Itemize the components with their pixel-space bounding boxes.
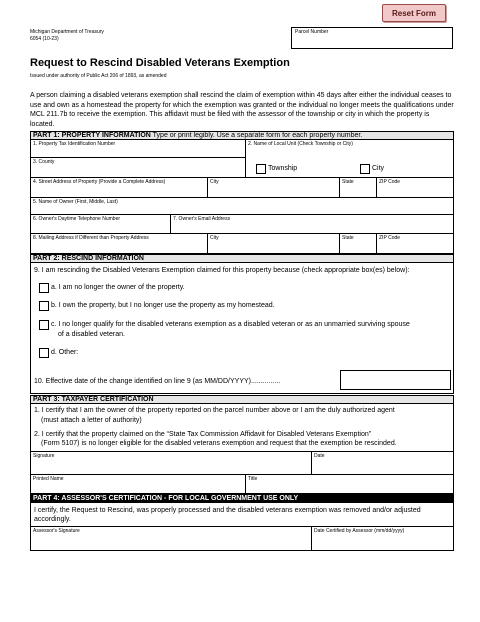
form-title: Request to Rescind Disabled Veterans Exemption	[30, 57, 290, 69]
assessor-signature-field[interactable]: Assessor's Signature	[31, 526, 312, 550]
part3-header	[30, 395, 454, 404]
option-9c-line2: of a disabled veteran.	[58, 331, 125, 338]
field-mailing-zip[interactable]: ZIP Code	[377, 234, 453, 254]
part3-title: PART 3: TAXPAYER CERTIFICATION	[33, 396, 154, 403]
checkbox-9d[interactable]	[39, 348, 49, 358]
checkbox-9c[interactable]	[39, 320, 49, 330]
signature-date-field[interactable]: Date	[312, 451, 453, 475]
field-city[interactable]: City	[208, 178, 340, 198]
checkbox-9b[interactable]	[39, 301, 49, 311]
form-number: 6054 (10-23)	[30, 36, 59, 42]
part4-section	[30, 503, 454, 551]
agency-block	[30, 29, 104, 43]
part1-subtitle: Type or print legibly. Use a separate form for each property number.	[152, 132, 363, 139]
option-9c-line1: c. I no longer qualify for the disabled veterans exemption as a disabled veteran or as an unmarried surviving spouse	[51, 321, 410, 328]
city-option-label: City	[372, 165, 385, 172]
reset-form-button[interactable]: Reset Form	[382, 4, 446, 22]
effective-date-field[interactable]	[340, 370, 451, 390]
part2-title: PART 2: RESCIND INFORMATION	[33, 255, 144, 262]
field-county[interactable]: 3. County	[31, 158, 246, 178]
cert-1-line2: (must attach a letter of authority)	[41, 417, 142, 424]
intro-paragraph: A person claiming a disabled veterans exemption shall rescind the claim of exemption within 45 days after either the individual ceases to use and own as a homestead the property for which the exemption was granted or the individual no longer meets the qualifications under MCL 211.7b to receive the exemption. This affidavit must be filed with the assessor of the township or city in which the property is located.	[30, 92, 454, 128]
part2-section	[30, 263, 454, 394]
question-10: 10. Effective date of the change identified on line 9 (as MM/DD/YYYY)...............	[34, 378, 281, 385]
cert-2-line1: 2. I certify that the property claimed on the “State Tax Commission Affidavit for Disabled Veterans Exemption”	[34, 431, 372, 438]
city-checkbox[interactable]	[360, 164, 370, 174]
cert-1-line1: 1. I certify that I am the owner of the property reported on the parcel number above or I am the duly authorized agent	[34, 407, 395, 414]
parcel-number-field[interactable]	[291, 27, 453, 49]
parcel-number-label: Parcel Number	[295, 29, 329, 35]
checkbox-9a[interactable]	[39, 283, 49, 293]
field-zip[interactable]: ZIP Code	[377, 178, 453, 198]
field-owner-name[interactable]: 5. Name of Owner (First, Middle, Last)	[31, 198, 453, 215]
date-certified-field[interactable]: Date Certified by Assessor (mm/dd/yyyy)	[312, 526, 453, 550]
option-9d: d. Other:	[51, 349, 79, 356]
township-checkbox[interactable]	[256, 164, 266, 174]
part1-header	[30, 131, 454, 140]
option-9a: a. I am no longer the owner of the property.	[51, 284, 185, 291]
part4-header	[30, 494, 454, 503]
printed-name-field[interactable]: Printed Name	[31, 475, 246, 494]
field-phone[interactable]: 6. Owner's Daytime Telephone Number	[31, 215, 171, 234]
part1-grid	[30, 140, 454, 254]
agency-name: Michigan Department of Treasury	[30, 29, 104, 35]
township-label: Township	[268, 165, 298, 172]
title-field[interactable]: Title	[246, 475, 453, 494]
field-mailing-state[interactable]: State	[340, 234, 377, 254]
field-state[interactable]: State	[340, 178, 377, 198]
question-9: 9. I am rescinding the Disabled Veterans Exemption claimed for this property because (check appropriate box(es) below):	[34, 267, 410, 274]
signature-field[interactable]: Signature	[31, 451, 312, 475]
field-local-unit: 2. Name of Local Unit (Check Township or City)	[246, 140, 453, 178]
cert-2-line2: (Form 5107) is no longer eligible for the disabled veterans exemption and request that the exemption be rescinded.	[41, 440, 397, 447]
field-street-address[interactable]: 4. Street Address of Property (Provide a Complete Address)	[31, 178, 208, 198]
assessor-cert-text: I certify, the Request to Rescind, was properly processed and the disabled veterans exemption was removed and/or adjusted accordingly.	[34, 507, 421, 523]
field-email[interactable]: 7. Owner's Email Address	[171, 215, 453, 234]
authority-text: Issued under authority of Public Act 206 of 1893, as amended	[30, 73, 167, 79]
field-tax-id[interactable]: 1. Property Tax Identification Number	[31, 140, 246, 158]
part4-title: PART 4: ASSESSOR'S CERTIFICATION - FOR LOCAL GOVERNMENT USE ONLY	[33, 495, 299, 502]
field-mailing-address[interactable]: 8. Mailing Address if Different than Property Address	[31, 234, 208, 254]
part1-title: PART 1: PROPERTY INFORMATION	[33, 132, 151, 139]
part3-section	[30, 404, 454, 494]
field-mailing-city[interactable]: City	[208, 234, 340, 254]
option-9b: b. I own the property, but I no longer use the property as my homestead.	[51, 302, 275, 309]
part2-header	[30, 254, 454, 263]
